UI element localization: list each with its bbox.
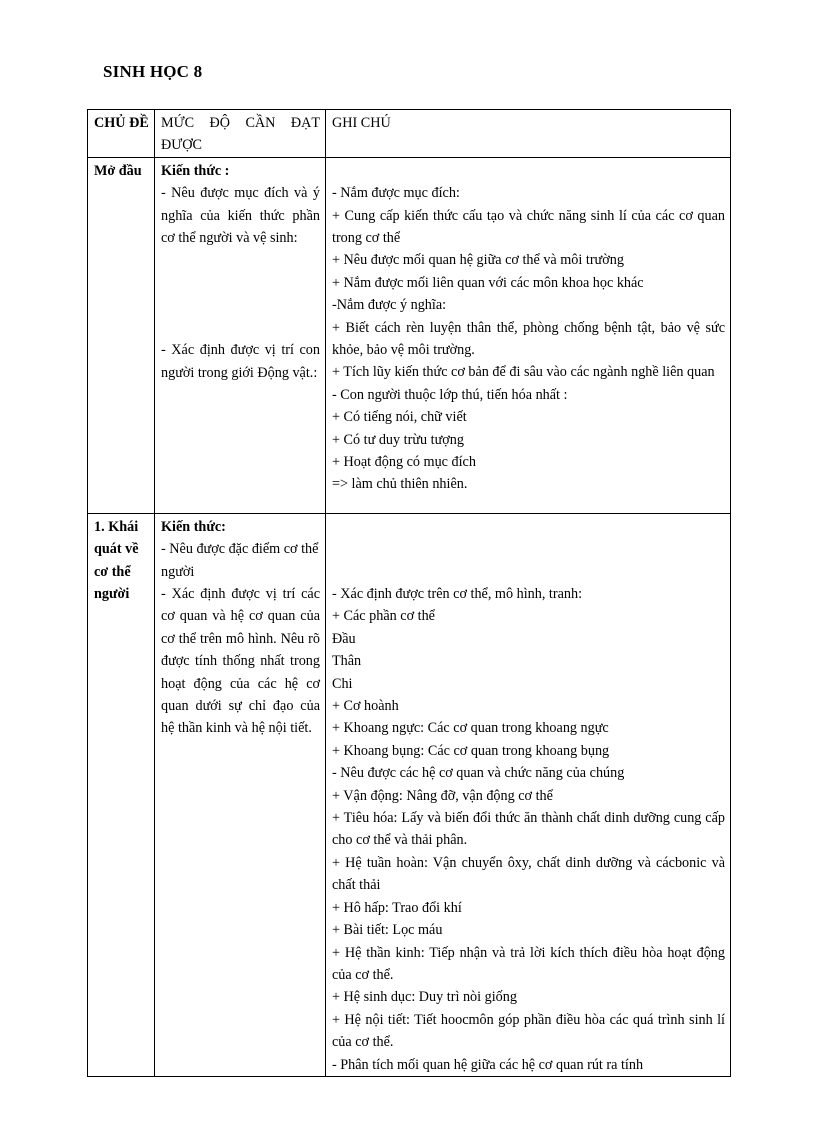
note-line: + Hô hấp: Trao đổi khí (332, 899, 462, 916)
note-line: + Có tiếng nói, chữ viết (332, 409, 467, 426)
level-item: - Xác định được vị trí các cơ quan và hệ cơ quan của cơ thể trên mô hình. Nêu rõ được tính thống nhất trong hoạt động của các hệ cơ quan dưới sự chỉ đạo của hệ thần kinh và hệ nội tiết. (161, 586, 320, 737)
spacer (332, 561, 725, 583)
table-row (88, 513, 731, 1076)
note-line: - Xác định được trên cơ thể, mô hình, tranh: (332, 586, 583, 602)
row-level (155, 157, 326, 513)
row-topic: Mở đầu (88, 157, 155, 513)
note-line: -Nắm được ý nghĩa: (332, 297, 447, 314)
note-line: + Khoang bụng: Các cơ quan trong khoang bụng (332, 742, 610, 759)
note-line: + Tích lũy kiến thức cơ bản để đi sâu vào các ngành nghề liên quan (332, 364, 715, 381)
note-line: - Phân tích mối quan hệ giữa các hệ cơ quan rút ra tính (332, 1056, 644, 1073)
note-line: => làm chủ thiên nhiên. (332, 476, 468, 493)
note-line: + Hệ nội tiết: Tiết hoocmôn góp phần điều hòa các quá trình sinh lí của cơ thể. (332, 1011, 725, 1051)
note-line: - Nêu được các hệ cơ quan và chức năng của chúng (332, 765, 625, 782)
note-line: - Con người thuộc lớp thú, tiến hóa nhất : (332, 386, 568, 403)
level-heading: Kiến thức: (161, 518, 226, 535)
note-line: + Biết cách rèn luyện thân thể, phòng chống bệnh tật, bảo vệ sức khỏe, bảo vệ môi trường. (332, 319, 725, 359)
note-line: + Các phần cơ thể (332, 608, 435, 625)
level-item: - Nêu được mục đích và ý nghĩa của kiến thức phần cơ thể người và vệ sinh: (161, 185, 320, 247)
row-notes (326, 513, 731, 1076)
table-row (88, 157, 731, 513)
row-level (155, 513, 326, 1076)
note-line: + Nắm được mối liên quan với các môn khoa học khác (332, 274, 644, 291)
note-line: - Nắm được mục đích: (332, 185, 460, 202)
note-line: + Tiêu hóa: Lấy và biến đổi thức ăn thành chất dinh dưỡng cung cấp cho cơ thể và thải phân. (332, 810, 725, 849)
spacer (161, 249, 320, 339)
curriculum-table (87, 109, 731, 1077)
spacer (332, 160, 725, 182)
header-level: MỨC ĐỘ CẦN ĐẠT ĐƯỢC (155, 110, 326, 158)
header-notes: GHI CHÚ (326, 110, 731, 158)
note-line: Thân (332, 653, 362, 670)
spacer (332, 516, 725, 561)
note-line: + Cung cấp kiến thức cấu tạo và chức năng sinh lí của các cơ quan trong cơ thể (332, 207, 725, 247)
note-line: + Hoạt động có mục đích (332, 454, 476, 471)
level-item: - Xác định được vị trí con người trong giới Động vật.: (161, 342, 320, 381)
row-notes (326, 157, 731, 513)
note-line: Chi (332, 675, 353, 692)
note-line: + Nêu được mối quan hệ giữa cơ thể và môi trường (332, 252, 624, 269)
note-line: + Vận động: Nâng đỡ, vận động cơ thể (332, 787, 553, 804)
note-line: + Hệ thần kinh: Tiếp nhận và trả lời kích thích điều hòa hoạt động của cơ thể. (332, 944, 725, 983)
level-heading: Kiến thức : (161, 162, 230, 179)
note-line: + Hệ tuần hoàn: Vận chuyển ôxy, chất dinh dưỡng và cácbonic và chất thải (332, 854, 725, 894)
note-line: Đầu (332, 630, 356, 647)
document-title: SINH HỌC 8 (103, 62, 203, 81)
note-line: + Khoang ngực: Các cơ quan trong khoang ngực (332, 720, 609, 737)
row-topic: 1. Khái quát về cơ thể người (88, 513, 155, 1076)
level-item: - Nêu được đặc điểm cơ thể người (161, 541, 319, 580)
note-line: + Bài tiết: Lọc máu (332, 922, 443, 939)
header-topic: CHỦ ĐỀ (88, 110, 155, 158)
table-header-row (88, 110, 731, 158)
note-line: + Hệ sinh dục: Duy trì nòi giống (332, 989, 517, 1006)
note-line: + Có tư duy trừu tượng (332, 431, 464, 448)
note-line: + Cơ hoành (332, 698, 399, 715)
